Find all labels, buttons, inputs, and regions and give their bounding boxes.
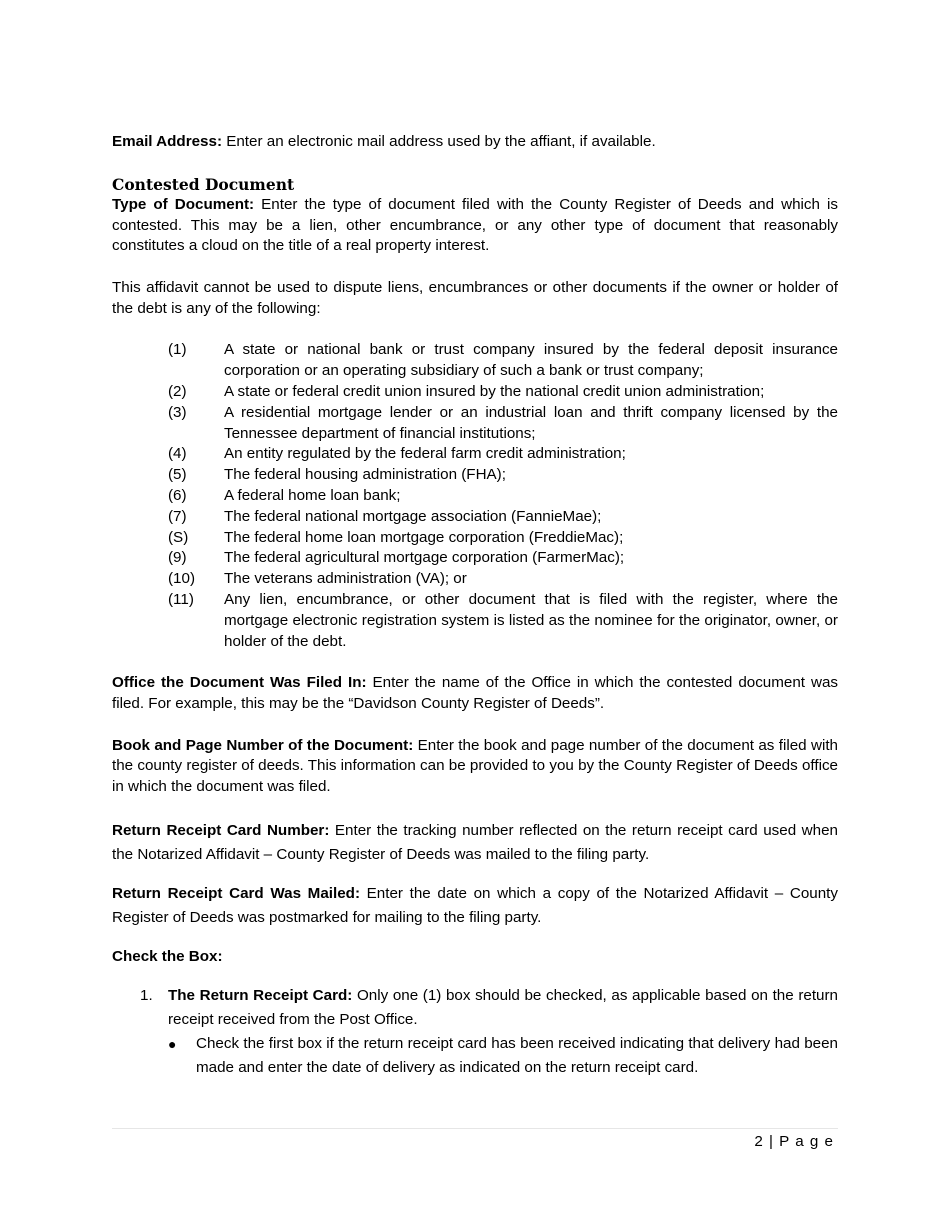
list-text: The veterans administration (VA); or	[224, 570, 467, 588]
rrc-mailed-paragraph	[112, 882, 838, 930]
list-item	[168, 528, 838, 549]
type-text: Enter the type of document filed with the County Register of Deeds and which is contested. This may be a lien, other encumbrance, or any other type of document that reasonably constitutes a cloud on the title of a real property interest.	[112, 195, 838, 255]
list-text: A state or national bank or trust company insured by the federal deposit insurance corporation or an operating subsidiary of such a bank or trust company;	[224, 341, 838, 380]
rrc-number-text: Enter the tracking number reflected on the return receipt card used when the Notarized Affidavit – County Register of Deeds was mailed to the filing party.	[112, 821, 838, 863]
list-number: (5)	[168, 466, 187, 484]
check-box-heading: Check the Box:	[112, 947, 223, 965]
item-text: Only one (1) box should be checked, as applicable based on the return receipt received from the Post Office.	[168, 986, 839, 1028]
list-item	[168, 444, 838, 465]
email-label: Email Address:	[112, 133, 223, 150]
list-number: (1)	[168, 341, 187, 359]
exclusion-list	[112, 340, 838, 652]
office-text: Enter the name of the Office in which the contested document was filed. For example, this may be the “Davidson County Register of Deeds”.	[112, 674, 838, 712]
rrc-mailed-text: Enter the date on which a copy of the Notarized Affidavit – County Register of Deeds was postmarked for mailing to the filing party.	[112, 884, 838, 926]
list-number: (2)	[168, 382, 187, 400]
list-item	[168, 590, 838, 652]
email-paragraph	[112, 132, 838, 153]
list-number: (4)	[168, 445, 187, 463]
office-paragraph	[112, 673, 838, 715]
rrc-number-paragraph	[112, 819, 838, 867]
document-body	[112, 132, 838, 1080]
bullet-item	[168, 1032, 838, 1080]
email-text: Enter an electronic mail address used by the affiant, if available.	[222, 133, 656, 150]
list-item	[168, 403, 838, 445]
bullet-icon: ●	[168, 1035, 177, 1052]
item-label: The Return Receipt Card:	[168, 986, 353, 1004]
rrc-number-label: Return Receipt Card Number:	[112, 821, 330, 839]
contested-heading: Contested Document	[112, 174, 295, 194]
book-page-paragraph	[112, 736, 838, 798]
list-text: The federal national mortgage association (FannieMae);	[224, 507, 602, 525]
list-number: (S)	[168, 528, 189, 546]
list-number: (3)	[168, 403, 187, 421]
list-text: A federal home loan bank;	[224, 486, 401, 504]
list-item	[168, 382, 838, 403]
list-item	[168, 507, 838, 528]
list-item	[168, 569, 838, 590]
list-text: A residential mortgage lender or an industrial loan and thrift company licensed by the Tennessee department of financial institutions;	[224, 403, 838, 442]
list-number: (6)	[168, 486, 187, 504]
book-page-label: Book and Page Number of the Document:	[112, 736, 414, 754]
rrc-mailed-label: Return Receipt Card Was Mailed:	[112, 884, 360, 902]
list-item	[168, 548, 838, 569]
intro-paragraph: This affidavit cannot be used to dispute liens, encumbrances or other documents if the owner or holder of the debt is any of the following:	[112, 278, 838, 317]
list-text: An entity regulated by the federal farm credit administration;	[224, 445, 626, 463]
list-number: (10)	[168, 570, 196, 588]
list-text: The federal housing administration (FHA);	[224, 466, 506, 484]
list-number: (11)	[168, 590, 194, 608]
list-text: The federal home loan mortgage corporation (FreddieMac);	[224, 528, 624, 546]
type-label: Type of Document:	[112, 195, 255, 213]
list-text: The federal agricultural mortgage corporation (FarmerMac);	[224, 549, 625, 567]
bullet-text: Check the first box if the return receipt card has been received indicating that delivery had been made and enter the date of delivery as indicated on the return receipt card.	[196, 1034, 838, 1076]
list-item	[168, 465, 838, 486]
list-text: A state or federal credit union insured by the national credit union administration;	[224, 382, 765, 400]
item-number: 1.	[140, 986, 153, 1004]
book-page-text: Enter the book and page number of the document as filed with the county register of deeds. This information can be provided to you by the County Register of Deeds office in which the document was filed.	[112, 736, 838, 796]
type-paragraph	[112, 195, 838, 257]
list-text: Any lien, encumbrance, or other document that is filed with the register, where the mortgage electronic registration system is listed as the nominee for the originator, owner, or holder of the debt.	[224, 590, 838, 650]
list-item	[168, 340, 838, 382]
page-number: 2 | P a g e	[754, 1133, 834, 1150]
list-item	[168, 486, 838, 507]
list-number: (7)	[168, 507, 187, 525]
footer-divider	[112, 1128, 838, 1129]
office-label: Office the Document Was Filed In:	[112, 674, 367, 692]
item-text-wrap	[168, 984, 838, 1032]
numbered-item	[140, 984, 838, 1032]
list-number: (9)	[168, 549, 187, 567]
